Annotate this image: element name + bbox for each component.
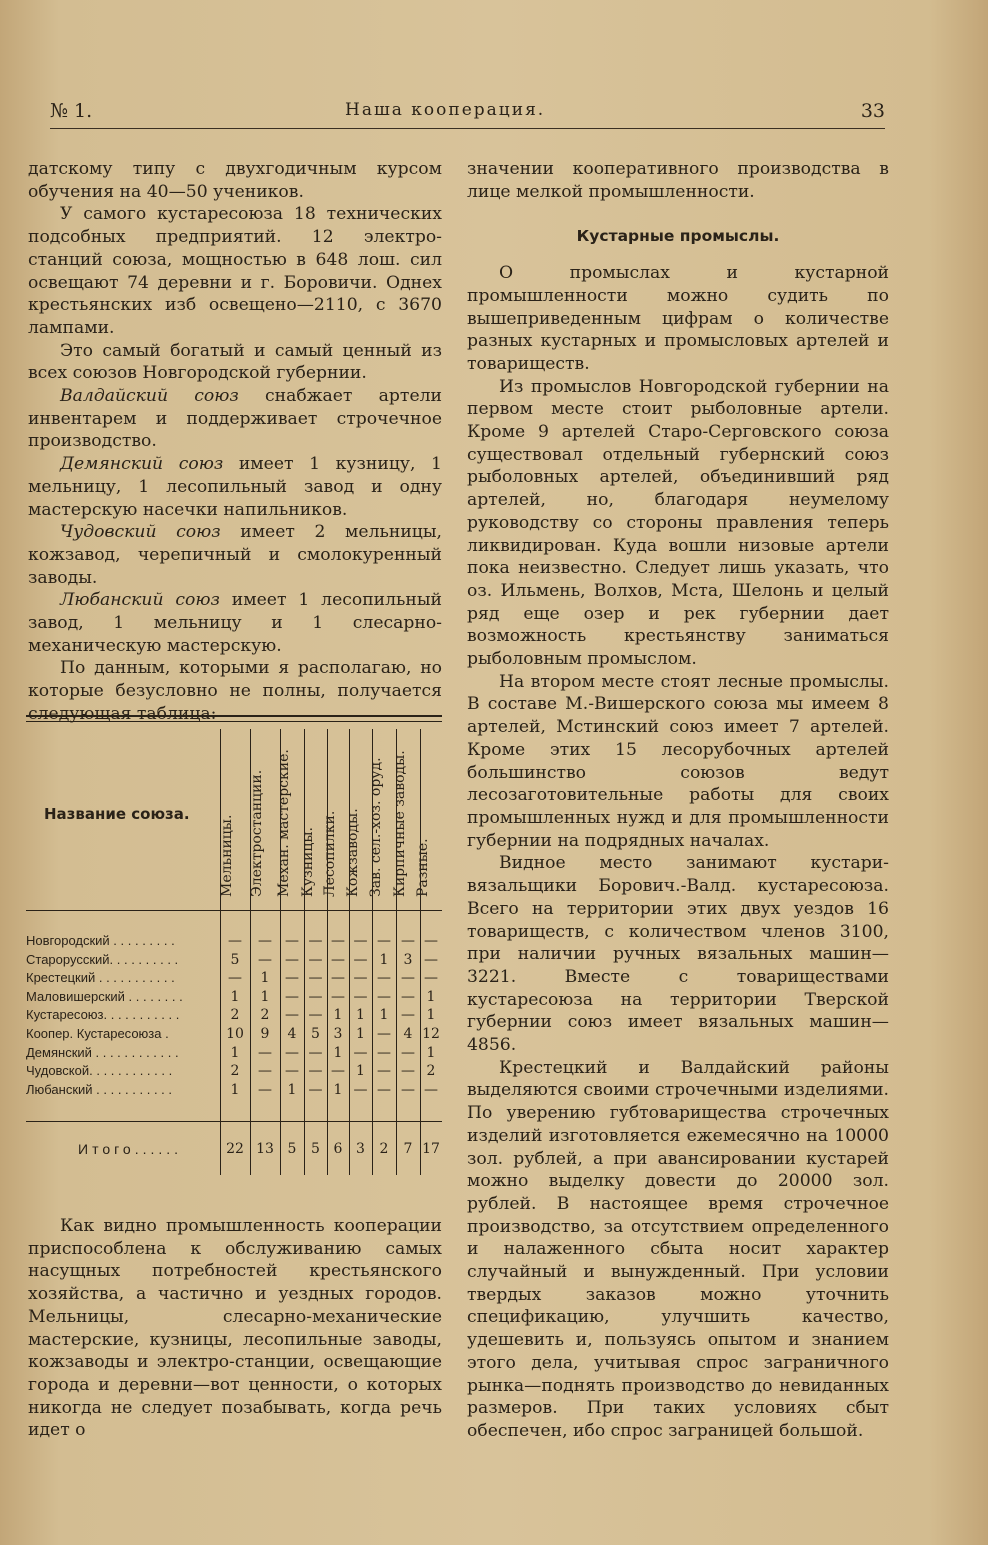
table-cell: 1 xyxy=(379,1007,389,1024)
table-cell: 9 xyxy=(260,1026,270,1042)
table-row xyxy=(26,952,442,970)
table-cell: — xyxy=(308,970,323,987)
table-cell: 7 xyxy=(403,1141,413,1157)
left-paragraph: Валдайский союз снабжает артели инвентарем и поддерживает строчечное производство. xyxy=(28,386,442,452)
table-cell: — xyxy=(353,988,368,1005)
table-row xyxy=(26,1082,442,1100)
table-header-rule xyxy=(26,910,442,911)
table-cell: — xyxy=(308,951,323,968)
table-cell: — xyxy=(308,933,323,949)
row-name: Крестецкий . . . . . . . . . . . xyxy=(26,970,175,986)
table-cell: 1 xyxy=(356,1026,365,1042)
table-column-header: Механ. мастерские. xyxy=(276,749,292,897)
table-cell: 3 xyxy=(333,1026,343,1042)
table-cell: 2 xyxy=(230,1007,240,1024)
table-cell: — xyxy=(258,951,272,968)
table-cell: — xyxy=(285,1007,299,1024)
table-cell: 1 xyxy=(287,1081,297,1098)
table-cell: — xyxy=(285,1044,299,1061)
right-intro: значении кооперативного производства в лице мелкой промышленности. xyxy=(467,159,889,202)
table-cell: — xyxy=(424,951,438,968)
table-cell: — xyxy=(331,951,345,968)
table-cell: 4 xyxy=(287,1026,297,1042)
table-cell: — xyxy=(285,970,299,987)
table-cell: — xyxy=(424,1081,438,1098)
table-cell: — xyxy=(353,1044,368,1061)
table-total-rule xyxy=(26,1121,442,1122)
table-cell: 22 xyxy=(226,1141,244,1157)
table-cell: 5 xyxy=(230,951,240,968)
table-cell: — xyxy=(308,1081,323,1098)
table-cell: — xyxy=(308,1007,323,1024)
table-row xyxy=(26,1007,442,1025)
table-row xyxy=(26,1026,442,1044)
table-cell: — xyxy=(353,951,368,968)
table-cell: 5 xyxy=(311,1026,320,1042)
table-row xyxy=(26,989,442,1007)
table-top-rule xyxy=(26,715,442,722)
table-cell: — xyxy=(331,988,345,1005)
left-paragraph: Это самый богатый и самый ценный из всех союзов Новгородской губернии. xyxy=(28,340,442,384)
table-column-header: Мельницы. xyxy=(219,814,235,897)
union-name: Демянский союз xyxy=(60,454,224,475)
table-cell: — xyxy=(228,970,242,987)
table-cell: 4 xyxy=(403,1026,413,1042)
left-column xyxy=(28,158,442,726)
table-column-header: Зав. сел.-хоз. оруд. xyxy=(368,757,384,897)
section-subheading: Кустарные промыслы. xyxy=(576,227,780,246)
table-cell: — xyxy=(285,1063,299,1080)
table-cell: — xyxy=(401,970,415,987)
table-cell: 10 xyxy=(226,1026,244,1042)
table-cell: 1 xyxy=(260,988,270,1005)
table-cell: 12 xyxy=(422,1026,440,1042)
table-cell: 1 xyxy=(426,1007,436,1024)
table-cell: 3 xyxy=(356,1141,365,1157)
table-cell: — xyxy=(331,970,345,987)
running-header xyxy=(50,100,885,130)
table-cell: — xyxy=(353,1081,368,1098)
table-row xyxy=(26,970,442,988)
table-cell: 1 xyxy=(230,1081,240,1098)
right-paragraph: О промыслах и кустарной промышленности можно судить по вышеприведенным цифрам о количестве разных кустарных и промысловых артелей и товариществ. xyxy=(467,263,889,374)
table-cell: 1 xyxy=(333,1044,343,1061)
table-cell: 1 xyxy=(426,1044,436,1061)
table-column-header: Кирпичные заводы. xyxy=(392,750,408,897)
table-cell: 6 xyxy=(333,1141,343,1157)
table-cell: — xyxy=(285,933,299,949)
table-cell: 2 xyxy=(379,1141,389,1157)
table-cell: — xyxy=(401,933,415,949)
table-cell: — xyxy=(308,1063,323,1080)
left-paragraph: датскому типу с двухгодичным курсом обучения на 40—50 учеников. xyxy=(28,159,442,202)
table-total-row xyxy=(26,1141,442,1159)
right-column xyxy=(467,158,889,1443)
table-name-header: Название союза. xyxy=(44,805,190,823)
table-cell: — xyxy=(331,1063,345,1080)
issue-number: № 1. xyxy=(50,100,93,122)
header-rule xyxy=(50,128,885,129)
table-row xyxy=(26,1045,442,1063)
table-column-header: Электростанции. xyxy=(249,769,265,897)
table-cell: 1 xyxy=(260,970,270,987)
right-paragraph: Видное место занимают кустари-вязальщики Борович.-Валд. кустаресоюза. Всего на территории этих двух уездов 16 товариществ, с количеством членов 3100, при наличии ручных вязальных машин—3221. Вместе с товариществами кустаресоюза на территории Тверской губернии союз имеет вязальных машин—4856. xyxy=(467,853,889,1056)
table-cell: — xyxy=(401,1063,415,1080)
table-cell: 2 xyxy=(260,1007,270,1024)
table-cell: 3 xyxy=(403,951,413,968)
row-name: Коопер. Кустаресоюза . xyxy=(26,1026,169,1041)
table-cell: — xyxy=(258,933,272,949)
table-cell: — xyxy=(377,1081,391,1098)
right-paragraph: На втором месте стоят лесные промыслы. В составе М.-Вишерского союза мы имеем 8 артелей, Мстинский союз имеет 7 артелей. Кроме этих 15 лесорубочных артелей большинство союзов ведут лесозаготовительные работы для своих промышленных нужд и для промышленности губернии на подрядных началах. xyxy=(467,671,889,851)
table-cell: 1 xyxy=(356,1007,365,1024)
table-cell: 5 xyxy=(311,1141,320,1157)
table-cell: 2 xyxy=(230,1063,240,1080)
table-cell: 17 xyxy=(422,1141,440,1157)
left-bottom-paragraph: Как видно промышленность кооперации приспособлена к обслуживанию самых насущных потребностей крестьянского хозяйства, а частично и уездных городов. Мельницы, слесарно-механические мастерские, кузницы, лесопильные заводы, кожзаводы и электро-станции, освещающие города и деревни—вот ценности, о которых никогда не следует позабывать, когда речь идет о xyxy=(28,1216,442,1441)
table-row xyxy=(26,933,442,951)
table-cell: — xyxy=(377,1026,391,1042)
table-cell: — xyxy=(377,933,391,949)
table-cell: 13 xyxy=(256,1141,274,1157)
table-cell: 2 xyxy=(426,1063,436,1080)
table-cell: 1 xyxy=(230,988,240,1005)
row-name: Любанский . . . . . . . . . . . xyxy=(26,1081,173,1097)
table-cell: — xyxy=(258,1063,272,1080)
right-paragraph: Из промыслов Новгородской губернии на первом месте стоит рыболовные артели. Кроме 9 артелей Старо-Серговского союза существовал отдельный губернский союз рыболовных артелей, объединивший ряд артелей, но, благодаря неумелому руководству со стороны правления теперь ликвидирован. Куда вошли низовые артели пока неизвестно. Следует лишь указать, что оз. Ильмень, Волхов, Мста, Шелонь и целый ряд еще озер и рек губернии дает возможность крестьянству заниматься рыболовным промыслом. xyxy=(467,376,889,670)
table-cell: — xyxy=(401,1081,415,1098)
table-cell: — xyxy=(377,1044,391,1061)
table-cell: — xyxy=(401,988,415,1005)
table-cell: — xyxy=(308,988,323,1005)
table-cell: — xyxy=(285,951,299,968)
table-column-header: Кожзаводы. xyxy=(344,808,361,897)
row-name: Итого...... xyxy=(78,1141,183,1157)
row-name: Маловишерский . . . . . . . . xyxy=(26,988,183,1004)
table-cell: — xyxy=(424,970,438,987)
table-cell: 1 xyxy=(333,1081,343,1098)
table-cell: — xyxy=(331,933,345,949)
table-cell: 1 xyxy=(426,988,436,1005)
table-cell: 5 xyxy=(287,1141,297,1157)
table-column-header: Кузницы. xyxy=(299,827,316,897)
row-name: Кустаресоюз. . . . . . . . . . . xyxy=(26,1007,180,1023)
table-cell: 1 xyxy=(230,1044,240,1061)
table-cell: — xyxy=(424,933,438,949)
table-cell: 1 xyxy=(333,1007,343,1024)
page-number: 33 xyxy=(860,100,885,122)
table-cell: — xyxy=(401,1044,415,1061)
table-row xyxy=(26,1063,442,1081)
journal-title: Наша кооперация. xyxy=(345,100,546,120)
row-name: Новгородский . . . . . . . . . xyxy=(26,933,175,948)
left-paragraph: Любанский союз имеет 1 лесопильный завод, 1 мельницу и 1 слесарно-механическую мастерскую. xyxy=(28,590,442,656)
left-paragraph: У самого кустаресоюза 18 технических подсобных предприятий. 12 электро-станций союза, мощностью в 648 лош. сил освещают 74 деревни и г. Боровичи. Однех крестьянских изб освещено—2110, с 3670 лампами. xyxy=(28,204,442,338)
table-cell: — xyxy=(258,1081,272,1098)
table-cell: — xyxy=(377,1063,391,1080)
union-name: Валдайский союз xyxy=(60,386,239,407)
table-cell: — xyxy=(401,1007,415,1024)
table-cell: — xyxy=(308,1044,323,1061)
table-cell: — xyxy=(353,933,368,949)
union-name: Любанский союз xyxy=(60,590,220,611)
table-column-header: Разные. xyxy=(415,838,431,897)
table-column-header: Лесопилки. xyxy=(322,810,338,897)
left-paragraph: По данным, которыми я располагаю, но которые безусловно не полны, получается следующая таблица: xyxy=(28,658,442,724)
row-name: Демянский . . . . . . . . . . . . xyxy=(26,1044,179,1060)
right-paragraph: Крестецкий и Валдайский районы выделяются своими строчечными изделиями. По уверению губтоварищества строчечных изделий изготовляется ежемесячно на 10000 зол. рублей, а при авансировании кустарей можно выделку довести до 20000 зол. рублей. В настоящее время строчечное производство, за отсутствием определенного и налаженного сбыта носит характер случайный и вынужденный. При условии твердых заказов можно уточнить спецификацию, улучшить качество, удешевить и, пользуясь опытом и знанием этого дела, учитывая спрос заграничного рынка—поднять производство до невиданных размеров. При таких условиях сбыт обеспечен, ибо спрос заграницей большой. xyxy=(467,1057,889,1441)
left-bottom-text xyxy=(28,1215,442,1442)
row-name: Чудовской. . . . . . . . . . . . xyxy=(26,1063,173,1079)
left-paragraph: Демянский союз имеет 1 кузницу, 1 мельницу, 1 лесопильный завод и одну мастерскую насечки напильников. xyxy=(28,454,442,520)
table-cell: 1 xyxy=(379,951,389,968)
table-cell: — xyxy=(377,988,391,1005)
statistics-table xyxy=(26,715,442,1175)
table-cell: 1 xyxy=(356,1063,365,1080)
row-name: Старорусский. . . . . . . . . . xyxy=(26,951,179,967)
table-cell: — xyxy=(228,933,242,949)
union-name: Чудовский союз xyxy=(60,522,221,543)
table-cell: — xyxy=(353,970,368,987)
table-cell: — xyxy=(285,988,299,1005)
table-cell: — xyxy=(377,970,391,987)
left-paragraph: Чудовский союз имеет 2 мельницы, кожзавод, черепичный и смолокуренный заводы. xyxy=(28,522,442,588)
table-cell: — xyxy=(258,1044,272,1061)
